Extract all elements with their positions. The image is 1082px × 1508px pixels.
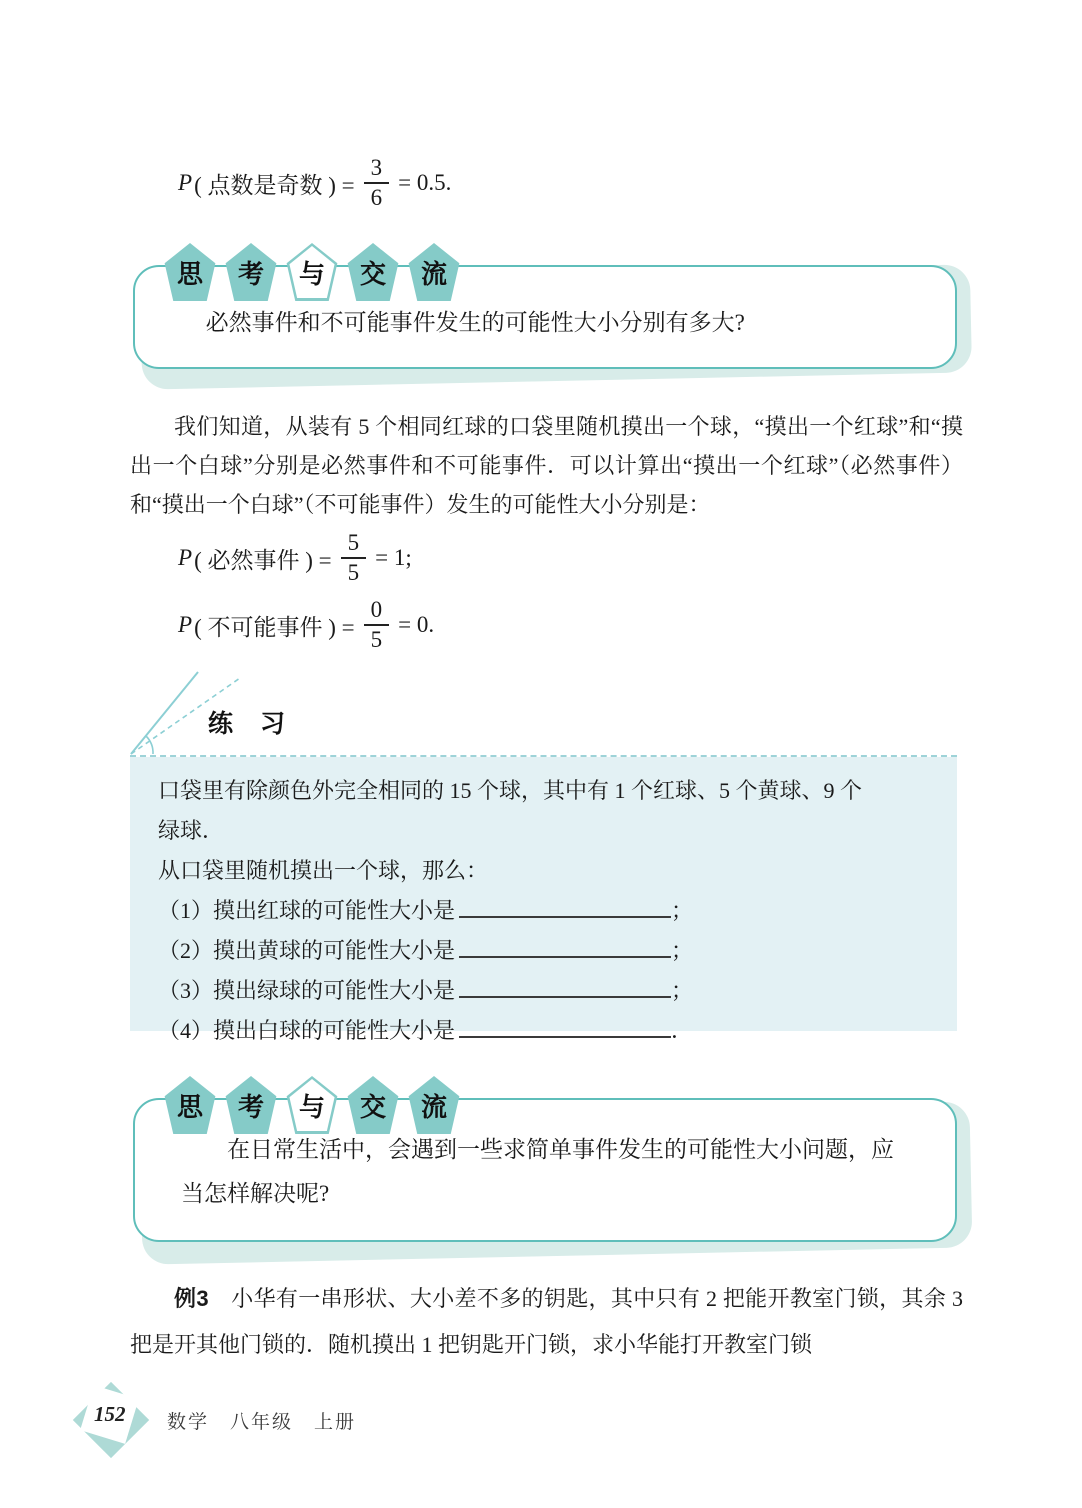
think-communicate-box-2 — [133, 1076, 957, 1242]
think-badges — [163, 243, 461, 301]
formula-result: = 1; — [375, 545, 412, 571]
formula-certain-event — [178, 530, 412, 587]
exercise-header — [130, 666, 957, 757]
exercise-item-4 — [158, 1011, 933, 1051]
badge-char: 流 — [420, 258, 447, 289]
fraction — [341, 530, 367, 587]
badge-char: 考 — [237, 258, 264, 289]
example-text: 小华有一串形状、大小差不多的钥匙，其中只有 2 把能开教室门锁，其余 3 把是开其他门锁的．随机摸出 1 把钥匙开门锁，求小华能打开教室门锁 — [130, 1286, 963, 1357]
formula-result: = 0.5. — [398, 170, 452, 196]
example-label: 例3 — [174, 1286, 209, 1311]
fraction-denominator: 5 — [370, 627, 383, 653]
fraction — [364, 155, 390, 212]
formula-p-symbol: P — [178, 170, 193, 196]
think-question: 在日常生活中，会遇到一些求简单事件发生的可能性大小问题，应当怎样解决呢? — [181, 1137, 894, 1206]
badge-char: 流 — [420, 1091, 447, 1122]
exercise-line-3: 从口袋里随机摸出一个球，那么： — [158, 858, 489, 883]
badge-char: 考 — [237, 1091, 264, 1122]
item-label: （3）摸出绿球的可能性大小是 — [158, 978, 456, 1003]
item-tail: ； — [671, 978, 694, 1003]
badge-si — [163, 1076, 217, 1134]
formula-p-symbol: P — [178, 612, 193, 638]
fill-in-blank — [459, 1013, 671, 1038]
exercise-item-2 — [158, 931, 933, 971]
fraction-denominator: 6 — [370, 185, 383, 211]
badge-char: 交 — [359, 1091, 386, 1122]
formula-impossible-event — [178, 597, 434, 654]
fraction-numerator: 3 — [364, 155, 390, 184]
fraction-numerator: 0 — [364, 597, 390, 626]
badge-si — [163, 243, 217, 301]
think-badges — [163, 1076, 461, 1134]
item-label: （1）摸出红球的可能性大小是 — [158, 898, 456, 923]
exercise-body — [130, 757, 957, 1043]
formula-argument: ( 必然事件 ) = — [194, 547, 332, 573]
think-question: 必然事件和不可能事件发生的可能性大小分别有多大? — [205, 310, 745, 335]
badge-char: 思 — [176, 1091, 203, 1122]
formula-p-symbol: P — [178, 545, 193, 571]
example-3-paragraph — [130, 1276, 963, 1368]
page-footer — [0, 1385, 1082, 1475]
exercise-item-1 — [158, 891, 933, 931]
fill-in-blank — [459, 893, 671, 918]
badge-jiao — [346, 1076, 400, 1134]
formula-argument: ( 点数是奇数 ) = — [194, 172, 355, 198]
badge-char: 思 — [176, 258, 203, 289]
badge-char: 与 — [298, 1091, 325, 1122]
item-tail: ； — [671, 938, 694, 963]
fraction-numerator: 5 — [341, 530, 367, 559]
exercise-line-1: 口袋里有除颜色外完全相同的 15 个球，其中有 1 个红球、5 个黄球、9 个 — [158, 778, 863, 803]
badge-yu — [285, 1076, 339, 1134]
fill-in-blank — [459, 973, 671, 998]
badge-yu — [285, 243, 339, 301]
book-title: 数学 八年级 上册 — [167, 1412, 357, 1433]
fraction — [364, 597, 390, 654]
fill-in-blank — [459, 933, 671, 958]
exercise-title: 练 习 — [208, 710, 295, 738]
formula-argument: ( 不可能事件 ) = — [194, 614, 355, 640]
badge-kao — [224, 243, 278, 301]
item-tail: ； — [671, 898, 694, 923]
item-tail: ． — [671, 1018, 694, 1043]
badge-char: 与 — [298, 258, 325, 289]
page-number: 152 — [93, 1402, 126, 1426]
badge-jiao — [346, 243, 400, 301]
badge-kao — [224, 1076, 278, 1134]
exercise-section — [130, 666, 957, 1043]
intro-paragraph: 我们知道，从装有 5 个相同红球的口袋里随机摸出一个球，“摸出一个红球”和“摸出一个白球”分别是必然事件和不可能事件．可以计算出“摸出一个红球”（必然事件）和“摸出一个白球”（不可能事件）发生的可能性大小分别是： — [130, 414, 963, 517]
exercise-item-3 — [158, 971, 933, 1011]
item-label: （4）摸出白球的可能性大小是 — [158, 1018, 456, 1043]
badge-liu — [407, 1076, 461, 1134]
think-communicate-box-1 — [133, 243, 957, 369]
badge-liu — [407, 243, 461, 301]
item-label: （2）摸出黄球的可能性大小是 — [158, 938, 456, 963]
formula-odd-number — [178, 155, 451, 212]
formula-result: = 0. — [398, 612, 435, 638]
fraction-denominator: 5 — [347, 560, 360, 586]
badge-char: 交 — [359, 258, 386, 289]
exercise-line-2: 绿球． — [158, 818, 225, 843]
